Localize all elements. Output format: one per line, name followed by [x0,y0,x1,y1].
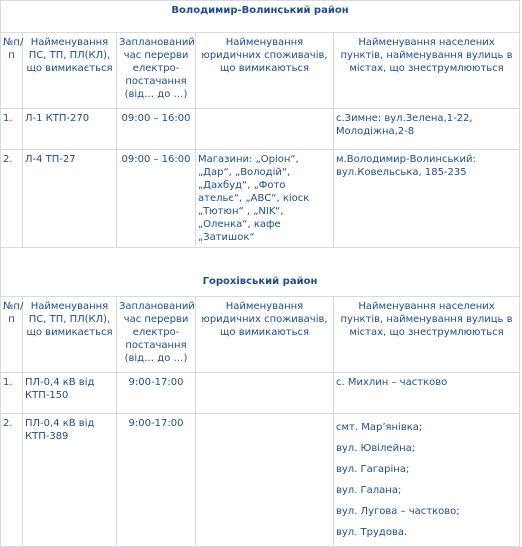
row-consumers: Магазини: „Оріон“, „Дар“, „Володій“, „Дахбуд“, „Фото ательє“, „АВС“, кіоск „Тютюн“ , „NIK“, „Оленка“, кафе „Затишок“ [196,150,334,248]
row-time: 09:00 – 16:00 [117,150,196,248]
column-header-consumers: Найменування юридичних споживачів, що вимикаються [196,297,334,373]
row-time: 9:00-17:00 [117,373,196,414]
section-title-row [1,1,520,33]
row-consumers [196,109,334,150]
column-header-number: №п/п [1,33,23,109]
row-number: 2. [1,150,23,248]
location-line: вул. Гагаріна; [336,464,410,475]
location-line: м.Володимир-Волинський: вул.Ковельська, 185-235 [336,154,476,178]
row-consumers [196,414,334,547]
row-number: 2. [1,414,23,547]
table-header-row [1,33,520,109]
location-line: смт. Мар’янівка; [336,422,423,433]
column-header-time: Запланований час перерви електро-постачання (від… до …) [117,297,196,373]
column-header-object: Найменування ПС, ТП, ПЛ(КЛ), що вимикається [23,297,117,373]
location-line: с. Михлин – частково [336,377,448,388]
location-line: вул. Галана; [336,485,402,496]
table-row [1,414,520,547]
location-line: с.Зимне: вул.Зелена,1-22, Молодіжна,2-8 [336,113,473,137]
row-number: 1. [1,373,23,414]
column-header-time: Запланований час перерви електро-постачання (від… до …) [117,33,196,109]
section-title-row [1,248,520,297]
column-header-object: Найменування ПС, ТП, ПЛ(КЛ), що вимикається [23,33,117,109]
location-line: вул. Лугова – частково; [336,506,460,517]
row-locations [334,414,520,547]
table-row [1,373,520,414]
row-object: ПЛ-0,4 кВ від КТП-150 [23,373,117,414]
location-line: вул. Ювілейна; [336,443,416,454]
column-header-locations: Найменування населених пунктів, найменування вулиць в містах, що знеструмлюються [334,33,520,109]
section-title: Горохівський район [1,248,520,297]
table-header-row [1,297,520,373]
row-time: 9:00-17:00 [117,414,196,547]
row-time: 09:00 – 16:00 [117,109,196,150]
row-object: Л-1 КТП-270 [23,109,117,150]
section-title: Володимир-Волинський район [1,1,520,33]
column-header-locations: Найменування населених пунктів, найменування вулиць в містах, що знеструмлюються [334,297,520,373]
row-number: 1. [1,109,23,150]
row-locations [334,373,520,414]
table-row [1,109,520,150]
table-row [1,150,520,248]
row-consumers [196,373,334,414]
location-line: вул. Трудова. [336,527,408,538]
column-header-number: №п/п [1,297,23,373]
row-locations [334,109,520,150]
row-object: ПЛ-0,4 кВ від КТП-389 [23,414,117,547]
row-object: Л-4 ТП-27 [23,150,117,248]
column-header-consumers: Найменування юридичних споживачів, що вимикаються [196,33,334,109]
row-locations [334,150,520,248]
